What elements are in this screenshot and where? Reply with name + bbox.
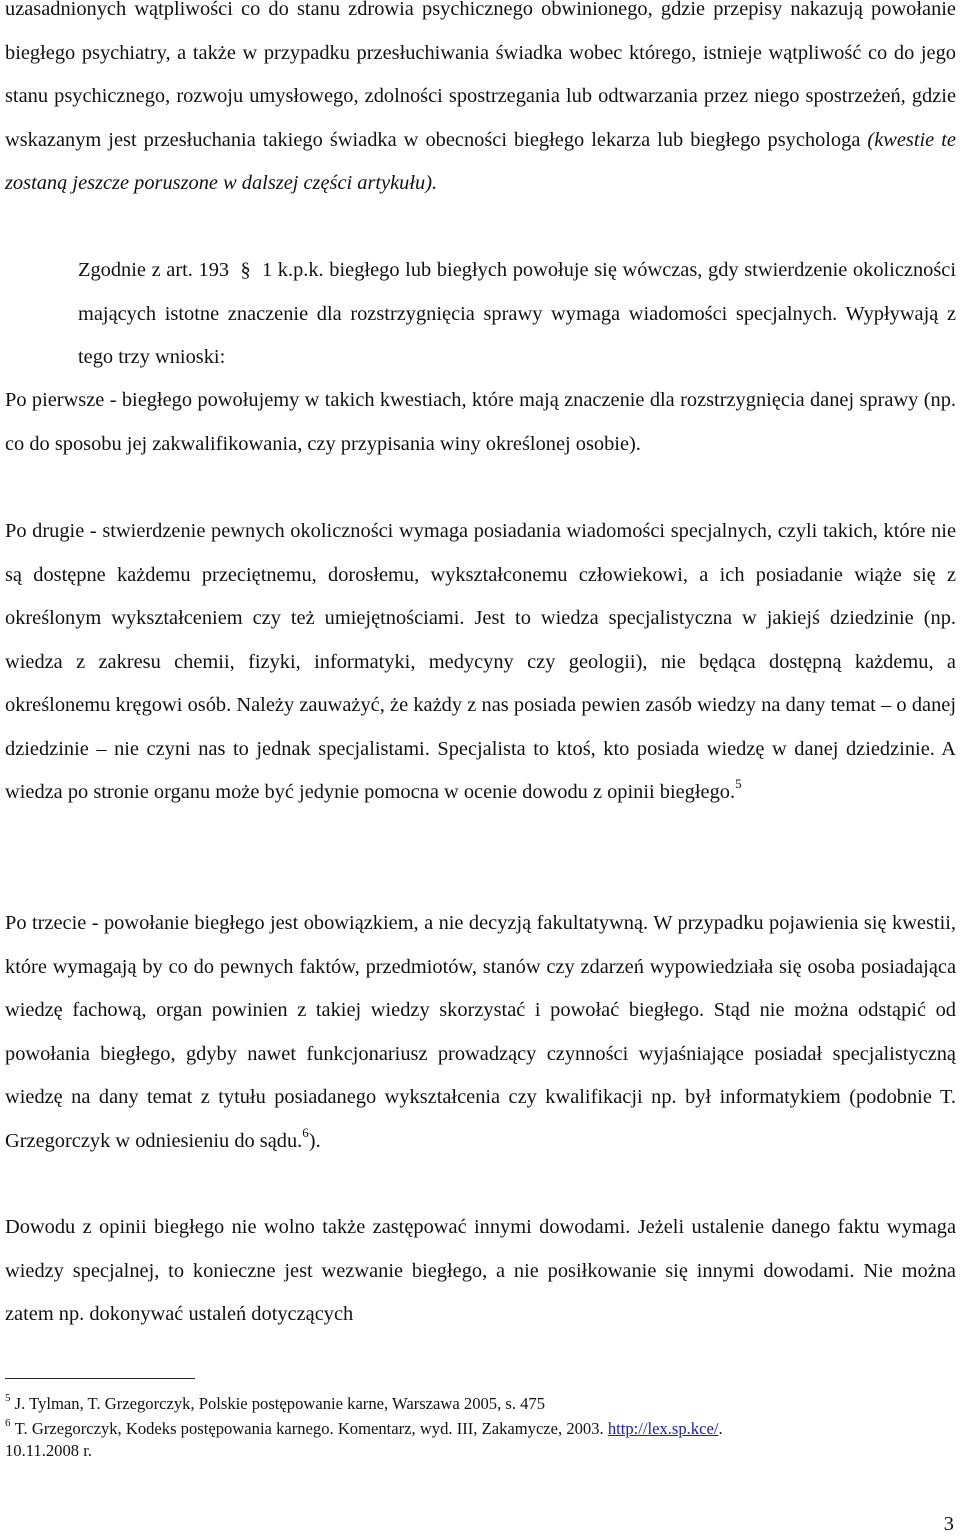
section-sign: § — [240, 259, 251, 281]
paragraph-5-tail: ). — [308, 1129, 321, 1152]
paragraph-6 — [5, 1206, 956, 1337]
paragraph-1-text: uzasadnionych wątpliwości co do stanu zdrowia psychicznego obwinionego, gdzie przepisy nakazują powołanie biegłego psychiatry, a także w przypadku przesłuchiwania świadka wobec którego, istnieje wątpliwość co do jego stanu psychicznego, rozwoju umysłowego, zdolności spostrzegania lub odtwarzania przez niego spostrzeżeń, gdzie wskazanym jest przesłuchania takiego świadka w obecności biegłego lekarza lub biegłego psychologa — [5, 0, 956, 151]
footnote-5 — [5, 1393, 956, 1415]
paragraph-2-text: 1 k.p.k. biegłego lub biegłych powołuje się wówczas, gdy stwierdzenie okoliczności mających istotne znaczenie dla rozstrzygnięcia sprawy wymaga wiadomości specjalnych. Wypływają z tego trzy wnioski: — [78, 259, 956, 368]
paragraph-3 — [5, 379, 956, 466]
footnote-ref-5[interactable]: 5 — [735, 776, 742, 792]
footnote-separator — [5, 1378, 195, 1379]
paragraph-1-italic: (kwestie te zostaną jeszcze poruszone w dalszej części artykułu). — [5, 128, 956, 194]
footnote-ref-6[interactable]: 6 — [302, 1124, 309, 1140]
paragraph-4-text: Po drugie - stwierdzenie pewnych okoliczności wymaga posiadania wiadomości specjalnych, czyli takich, które nie są dostępne każdemu przeciętnemu, dorosłemu, wykształconemu człowiekowi, a ich posiadanie wiąże się z określonym wykształceniem czy też umiejętnościami. Jest to wiedza specjalistyczna w jakiejś dziedzinie (np. wiedza z zakresu chemii, fizyki, informatyki, medycyny czy geologii), nie będąca dostępną każdemu, a określonemu kręgowi osób. Należy zauważyć, że każdy z nas posiada pewien zasób wiedzy na dany temat – o danej dziedzinie – nie czyni nas to jednak specjalistami. Specjalista to ktoś, kto posiada wiedzę w danej dziedzinie. A wiedza po stronie organu może być jedynie pomocna w ocenie dowodu z opinii biegłego. — [5, 520, 956, 803]
footnote-5-text: J. Tylman, T. Grzegorczyk, Polskie postępowanie karne, Warszawa 2005, s. 475 — [14, 1394, 546, 1413]
footnote-6-date: 10.11.2008 r. — [5, 1441, 92, 1460]
paragraph-4 — [5, 510, 956, 815]
paragraph-3-text: Po pierwsze - biegłego powołujemy w takich kwestiach, które mają znaczenie dla rozstrzygnięcia danej sprawy (np. co do sposobu jej zakwalifikowania, czy przypisania winy określonej osobie). — [5, 389, 956, 455]
paragraph-5 — [5, 902, 956, 1163]
footnote-5-number: 5 — [5, 1392, 11, 1405]
paragraph-1 — [5, 0, 956, 206]
paragraph-2 — [5, 249, 956, 380]
footnote-6 — [5, 1418, 956, 1462]
paragraph-2-lead: Zgodnie z art. 193 — [78, 259, 230, 281]
page-number: 3 — [943, 1513, 954, 1535]
footnote-6-link[interactable]: http://lex.sp.kce/ — [607, 1419, 719, 1438]
paragraph-6-text: Dowodu z opinii biegłego nie wolno także zastępować innymi dowodami. Jeżeli ustalenie danego faktu wymaga wiedzy specjalnej, to konieczne jest wezwanie biegłego, a nie posiłkowanie się innymi dowodami. Nie można zatem np. dokonywać ustaleń dotyczących — [5, 1216, 956, 1325]
footnote-6-link-suffix: . — [718, 1419, 723, 1438]
paragraph-5-text: Po trzecie - powołanie biegłego jest obowiązkiem, a nie decyzją fakultatywną. W przypadku pojawienia się kwestii, które wymagają by co do pewnych faktów, przedmiotów, stanów czy zdarzeń wypowiedziała się osoba posiadająca wiedzę fachową, organ powinien z takiej wiedzy skorzystać i powołać biegłego. Stąd nie można odstąpić od powołania biegłego, gdyby nawet funkcjonariusz prowadzący czynności wyjaśniające posiadał specjalistyczną wiedzę na dany temat z tytułu posiadanego wykształcenia czy kwalifikacji np. był informatykiem (podobnie T. Grzegorczyk w odniesieniu do sądu. — [5, 912, 956, 1152]
footnote-6-number: 6 — [5, 1417, 11, 1430]
footnote-6-text: T. Grzegorczyk, Kodeks postępowania karnego. Komentarz, wyd. III, Zakamycze, 2003. — [14, 1419, 604, 1438]
